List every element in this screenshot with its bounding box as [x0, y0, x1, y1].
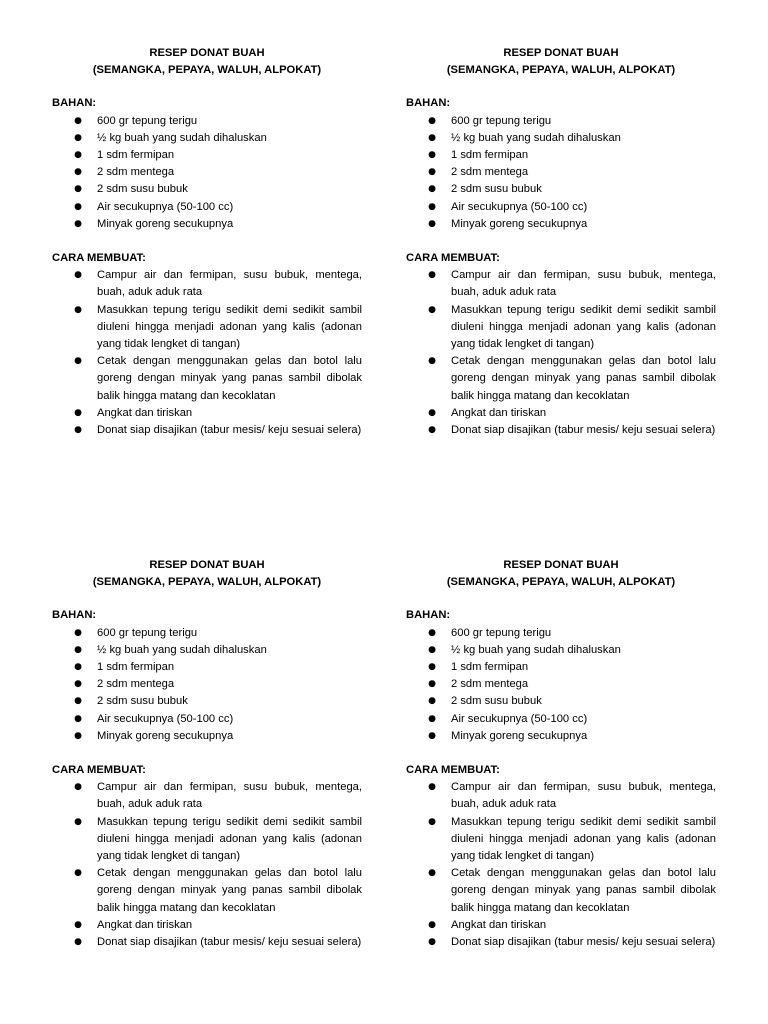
ingredient-text: Air secukupnya (50-100 cc) [451, 200, 588, 213]
bullet-icon: ● [74, 730, 82, 741]
step-text: Angkat dan tiriskan [97, 406, 193, 419]
ingredient-text: 600 gr tepung terigu [451, 114, 552, 127]
ingredient-item [406, 693, 716, 710]
bullet-icon: ● [428, 713, 436, 724]
recipe-card-bottom-right [406, 557, 716, 951]
bullet-icon: ● [428, 679, 436, 690]
recipe-card-bottom-left [52, 557, 362, 951]
bullet-icon: ● [428, 356, 436, 367]
ingredient-item [52, 659, 362, 676]
step-text: Cetak dengan menggunakan gelas dan botol lalu goreng dengan minyak yang panas sambil dibolak balik hingga matang dan kecoklatan [97, 867, 362, 914]
ingredients-heading: BAHAN: [52, 609, 97, 622]
bullet-icon: ● [428, 167, 436, 178]
step-text: Campur air dan fermipan, susu bubuk, mentega, buah, aduk aduk rata [451, 269, 716, 299]
step-item [52, 814, 362, 866]
steps-heading: CARA MEMBUAT: [406, 764, 500, 777]
step-item [52, 302, 362, 354]
ingredient-text: 600 gr tepung terigu [97, 626, 198, 639]
bullet-icon: ● [428, 270, 436, 281]
ingredients-heading: BAHAN: [406, 97, 451, 110]
step-text: Donat siap disajikan (tabur mesis/ keju sesuai selera) [97, 424, 362, 437]
step-item [406, 814, 716, 866]
bullet-icon: ● [74, 425, 82, 436]
ingredient-text: 2 sdm mentega [97, 678, 175, 691]
ingredient-text: 2 sdm mentega [451, 678, 529, 691]
ingredient-item [52, 728, 362, 745]
ingredient-text: 2 sdm susu bubuk [97, 183, 188, 196]
bullet-icon: ● [74, 816, 82, 827]
bullet-icon: ● [428, 627, 436, 638]
ingredient-text: 2 sdm susu bubuk [97, 695, 188, 708]
bullet-icon: ● [74, 662, 82, 673]
bullet-icon: ● [74, 150, 82, 161]
ingredient-text: ½ kg buah yang sudah dihaluskan [451, 643, 621, 656]
ingredient-text: Air secukupnya (50-100 cc) [451, 712, 588, 725]
step-text: Cetak dengan menggunakan gelas dan botol lalu goreng dengan minyak yang panas sambil dibolak balik hingga matang dan kecoklatan [451, 867, 716, 914]
ingredient-item [406, 711, 716, 728]
ingredient-text: ½ kg buah yang sudah dihaluskan [97, 643, 267, 656]
ingredient-item [406, 216, 716, 233]
ingredients-list [406, 625, 716, 745]
step-item [406, 422, 716, 439]
bullet-icon: ● [428, 937, 436, 948]
bullet-icon: ● [74, 115, 82, 126]
ingredient-text: ½ kg buah yang sudah dihaluskan [97, 131, 267, 144]
steps-list [52, 267, 362, 439]
recipe-title: RESEP DONAT BUAH [503, 559, 619, 571]
step-text: Campur air dan fermipan, susu bubuk, mentega, buah, aduk aduk rata [97, 269, 362, 299]
bullet-icon: ● [74, 782, 82, 793]
ingredient-item [52, 164, 362, 181]
recipe-subtitle: (SEMANGKA, PEPAYA, WALUH, ALPOKAT) [446, 576, 676, 589]
ingredient-item [52, 625, 362, 642]
bullet-icon: ● [74, 167, 82, 178]
recipe-card-top-right [406, 45, 716, 439]
recipe-title: RESEP DONAT BUAH [503, 47, 619, 59]
bullet-icon: ● [74, 696, 82, 707]
step-text: Donat siap disajikan (tabur mesis/ keju sesuai selera) [451, 936, 716, 949]
step-item [52, 405, 362, 422]
bullet-icon: ● [428, 919, 436, 930]
ingredient-text: Air secukupnya (50-100 cc) [97, 712, 234, 725]
bullet-icon: ● [428, 782, 436, 793]
ingredient-text: Minyak goreng secukupnya [451, 729, 588, 742]
bullet-icon: ● [428, 868, 436, 879]
bullet-icon: ● [74, 304, 82, 315]
step-item [406, 779, 716, 813]
ingredient-item [52, 181, 362, 198]
recipe-card-top-left [52, 45, 362, 439]
steps-heading: CARA MEMBUAT: [52, 252, 146, 265]
ingredients-list [406, 113, 716, 233]
ingredient-text: Minyak goreng secukupnya [97, 729, 234, 742]
bullet-icon: ● [428, 425, 436, 436]
step-item [406, 267, 716, 301]
bullet-icon: ● [428, 407, 436, 418]
ingredients-heading: BAHAN: [406, 609, 451, 622]
bullet-icon: ● [428, 304, 436, 315]
bullet-icon: ● [74, 937, 82, 948]
bullet-icon: ● [428, 184, 436, 195]
bullet-icon: ● [74, 356, 82, 367]
ingredient-item [52, 147, 362, 164]
step-item [52, 267, 362, 301]
ingredient-item [52, 693, 362, 710]
ingredient-text: Minyak goreng secukupnya [451, 217, 588, 230]
bullet-icon: ● [74, 713, 82, 724]
ingredient-item [406, 625, 716, 642]
ingredient-text: 1 sdm fermipan [451, 661, 529, 674]
step-item [406, 917, 716, 934]
bullet-icon: ● [74, 627, 82, 638]
bullet-icon: ● [428, 132, 436, 143]
step-text: Cetak dengan menggunakan gelas dan botol lalu goreng dengan minyak yang panas sambil dibolak balik hingga matang dan kecoklatan [97, 355, 362, 402]
ingredient-item [52, 676, 362, 693]
step-text: Angkat dan tiriskan [97, 918, 193, 931]
ingredients-list [52, 625, 362, 745]
bullet-icon: ● [428, 696, 436, 707]
bullet-icon: ● [74, 184, 82, 195]
ingredients-heading: BAHAN: [52, 97, 97, 110]
step-text: Masukkan tepung terigu sedikit demi sedikit sambil diuleni hingga menjadi adonan yang kalis (adonan yang tidak lengket di tangan) [451, 303, 716, 351]
ingredient-item [406, 199, 716, 216]
ingredient-item [406, 642, 716, 659]
step-item [52, 779, 362, 813]
ingredient-item [406, 728, 716, 745]
ingredient-item [52, 199, 362, 216]
ingredient-item [52, 130, 362, 147]
ingredient-text: 2 sdm susu bubuk [451, 695, 542, 708]
ingredient-text: 600 gr tepung terigu [97, 114, 198, 127]
ingredient-item [52, 642, 362, 659]
ingredient-item [406, 659, 716, 676]
bullet-icon: ● [74, 679, 82, 690]
ingredient-item [52, 216, 362, 233]
ingredient-item [406, 164, 716, 181]
steps-heading: CARA MEMBUAT: [52, 764, 146, 777]
ingredient-text: 1 sdm fermipan [97, 149, 175, 162]
ingredient-item [406, 676, 716, 693]
step-item [52, 353, 362, 405]
ingredient-text: Air secukupnya (50-100 cc) [97, 200, 234, 213]
bullet-icon: ● [74, 868, 82, 879]
ingredients-list [52, 113, 362, 233]
steps-list [406, 779, 716, 951]
recipe-title: RESEP DONAT BUAH [149, 47, 265, 59]
step-item [52, 422, 362, 439]
ingredient-text: Minyak goreng secukupnya [97, 217, 234, 230]
step-text: Angkat dan tiriskan [451, 406, 547, 419]
recipe-title: RESEP DONAT BUAH [149, 559, 265, 571]
bullet-icon: ● [428, 115, 436, 126]
step-text: Donat siap disajikan (tabur mesis/ keju sesuai selera) [451, 424, 716, 437]
ingredient-item [406, 130, 716, 147]
ingredient-item [406, 113, 716, 130]
bullet-icon: ● [74, 201, 82, 212]
step-text: Masukkan tepung terigu sedikit demi sedikit sambil diuleni hingga menjadi adonan yang kalis (adonan yang tidak lengket di tangan) [97, 815, 362, 863]
step-text: Donat siap disajikan (tabur mesis/ keju sesuai selera) [97, 936, 362, 949]
step-item [52, 934, 362, 951]
step-text: Cetak dengan menggunakan gelas dan botol lalu goreng dengan minyak yang panas sambil dibolak balik hingga matang dan kecoklatan [451, 355, 716, 402]
ingredient-text: ½ kg buah yang sudah dihaluskan [451, 131, 621, 144]
ingredient-item [406, 147, 716, 164]
steps-list [52, 779, 362, 951]
bullet-icon: ● [74, 644, 82, 655]
bullet-icon: ● [428, 816, 436, 827]
step-text: Campur air dan fermipan, susu bubuk, mentega, buah, aduk aduk rata [97, 781, 362, 811]
recipe-subtitle: (SEMANGKA, PEPAYA, WALUH, ALPOKAT) [92, 576, 322, 589]
step-item [406, 934, 716, 951]
step-item [406, 302, 716, 354]
step-item [406, 353, 716, 405]
step-item [406, 865, 716, 917]
bullet-icon: ● [74, 218, 82, 229]
recipe-subtitle: (SEMANGKA, PEPAYA, WALUH, ALPOKAT) [92, 64, 322, 77]
bullet-icon: ● [428, 730, 436, 741]
step-text: Masukkan tepung terigu sedikit demi sedikit sambil diuleni hingga menjadi adonan yang kalis (adonan yang tidak lengket di tangan) [451, 815, 716, 863]
bullet-icon: ● [74, 132, 82, 143]
ingredient-item [52, 711, 362, 728]
bullet-icon: ● [428, 201, 436, 212]
steps-list [406, 267, 716, 439]
bullet-icon: ● [428, 644, 436, 655]
ingredient-text: 2 sdm mentega [97, 166, 175, 179]
ingredient-text: 1 sdm fermipan [97, 661, 175, 674]
step-text: Angkat dan tiriskan [451, 918, 547, 931]
ingredient-item [406, 181, 716, 198]
bullet-icon: ● [428, 218, 436, 229]
recipe-subtitle: (SEMANGKA, PEPAYA, WALUH, ALPOKAT) [446, 64, 676, 77]
bullet-icon: ● [428, 150, 436, 161]
bullet-icon: ● [74, 407, 82, 418]
step-item [52, 865, 362, 917]
bullet-icon: ● [428, 662, 436, 673]
step-text: Campur air dan fermipan, susu bubuk, mentega, buah, aduk aduk rata [451, 781, 716, 811]
bullet-icon: ● [74, 270, 82, 281]
step-item [406, 405, 716, 422]
ingredient-text: 1 sdm fermipan [451, 149, 529, 162]
ingredient-text: 2 sdm susu bubuk [451, 183, 542, 196]
ingredient-text: 2 sdm mentega [451, 166, 529, 179]
steps-heading: CARA MEMBUAT: [406, 252, 500, 265]
step-item [52, 917, 362, 934]
ingredient-text: 600 gr tepung terigu [451, 626, 552, 639]
step-text: Masukkan tepung terigu sedikit demi sedikit sambil diuleni hingga menjadi adonan yang kalis (adonan yang tidak lengket di tangan) [97, 303, 362, 351]
bullet-icon: ● [74, 919, 82, 930]
ingredient-item [52, 113, 362, 130]
